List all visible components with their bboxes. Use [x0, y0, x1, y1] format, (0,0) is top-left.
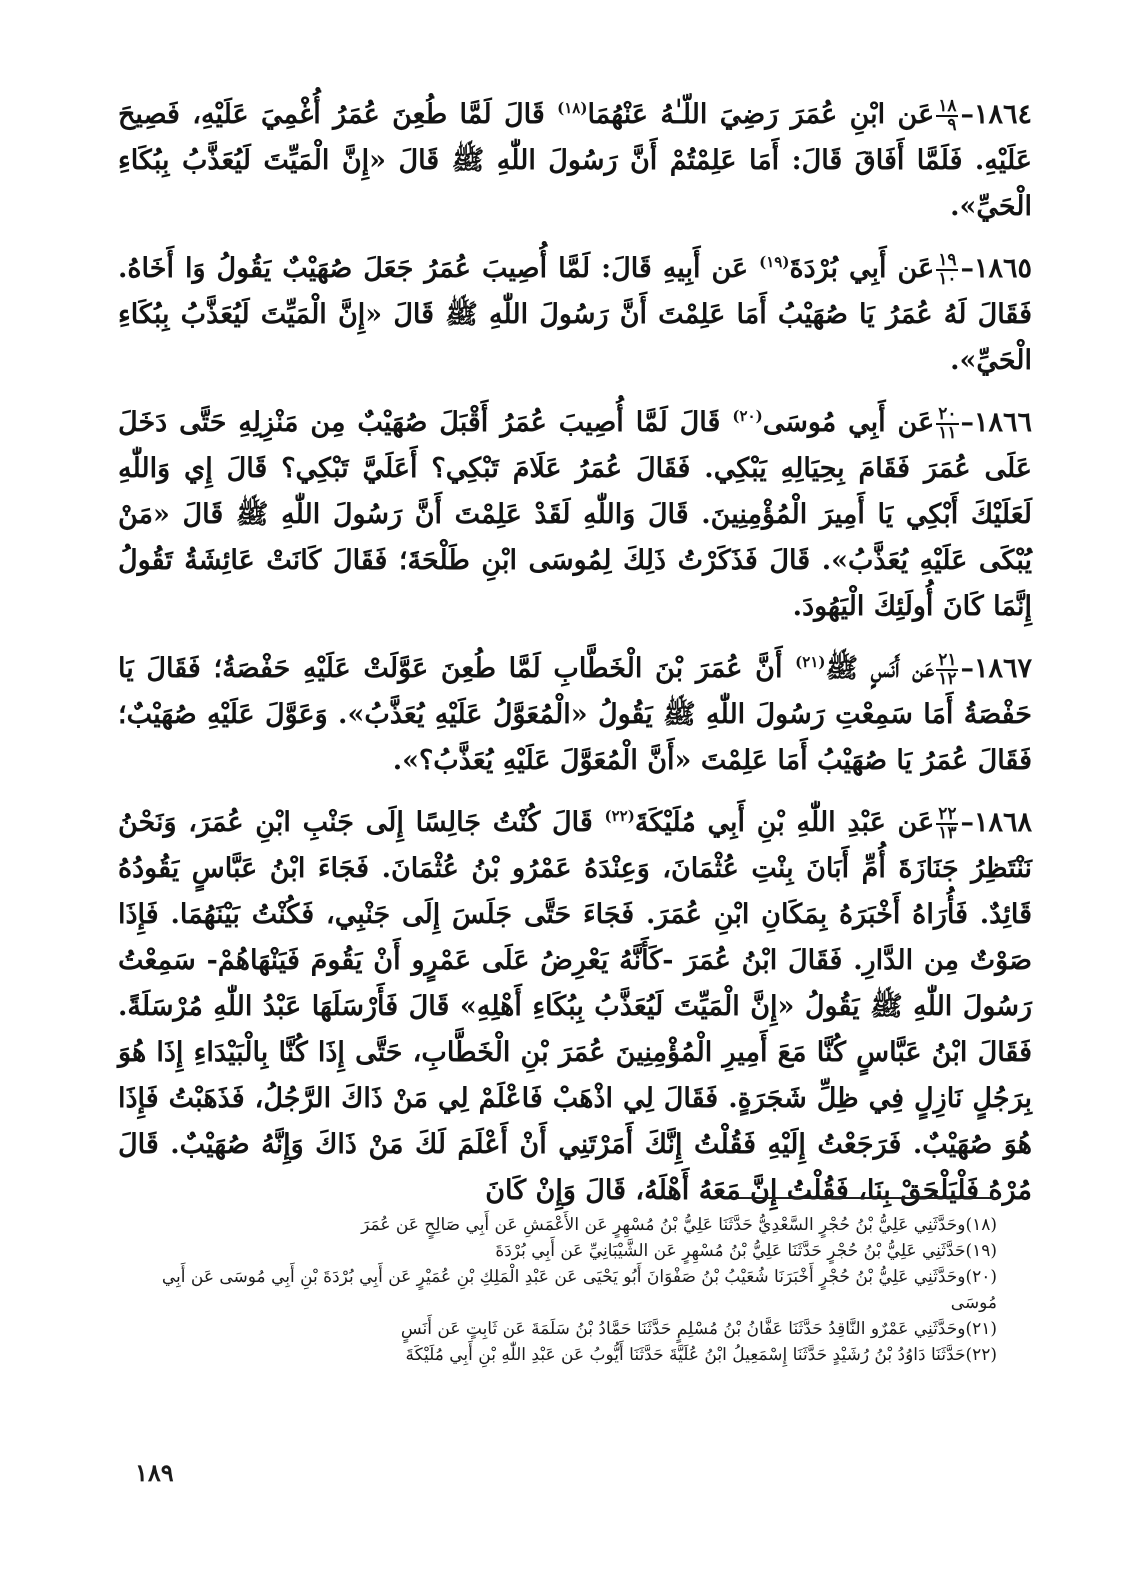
hadith-number: ١٨٦٥–: [960, 253, 1032, 284]
hadith-1868: [118, 800, 1032, 1214]
hadith-1864: [118, 92, 1032, 230]
footnote-19: (١٩)حَدَّثَنِي عَلِيُّ بْنُ حُجْرٍ حَدَّثَنَا عَلِيُّ بْنُ مُسْهِرٍ عَن الشَّيْبَانِيِّ عَن أَبِي بُرْدَةَ: [495, 1241, 997, 1261]
hadith-fraction: $\frac{٢١}{١٢}$: [938, 649, 957, 689]
hadith-1866: [118, 400, 1032, 630]
hadith-body: [118, 92, 1032, 1230]
footnote-ref[interactable]: (١٩): [759, 253, 790, 271]
hadith-number: ١٨٦٦–: [960, 407, 1033, 438]
hadith-text-lead: عَن أَبِي بُرْدَةَ: [789, 253, 935, 284]
page-number: ١٨٩: [135, 1458, 174, 1487]
footnote-divider: [737, 1197, 997, 1199]
hadith-text-lead: عَن أَنَسٍ ﷺ: [825, 653, 935, 684]
hadith-text: قَالَ كُنْتُ جَالِسًا إِلَى جَنْبِ ابْنِ عُمَرَ، وَنَحْنُ نَنْتَظِرُ جَنَازَةَ أُمِّ أَبَانَ بِنْتِ عُثْمَانَ، وَعِنْدَهُ عَمْرُو بْنُ عُثْمَانَ. فَجَاءَ ابْنُ عَبَّاسٍ يَقُودُهُ قَائِدٌ. فَأُرَاهُ أَخْبَرَهُ بِمَكَانِ ابْنِ عُمَرَ. فَجَاءَ حَتَّى جَلَسَ إِلَى جَنْبِي، فَكُنْتُ بَيْنَهُمَا. فَإِذَا صَوْتٌ مِن الدَّارِ. فَقَالَ ابْنُ عُمَرَ -كَأَنَّهُ يَعْرِضُ عَلَى عَمْرٍو أَنْ يَقُومَ فَيَنْهَاهُمْ- سَمِعْتُ رَسُولَ اللّٰهِ ﷺ يَقُولُ «إِنَّ الْمَيِّتَ لَيُعَذَّبُ بِبُكَاءِ أَهْلِهِ» قَالَ فَأَرْسَلَهَا عَبْدُ اللّٰهِ مُرْسَلَةً. فَقَالَ ابْنُ عَبَّاسٍ كُنَّا مَعَ أَمِيرِ الْمُؤْمِنِينَ عُمَرَ بْنِ الْخَطَّابِ، حَتَّى إِذَا كُنَّا بِالْبَيْدَاءِ إِذَا هُوَ بِرَجُلٍ نَازِلٍ فِي ظِلِّ شَجَرَةٍ. فَقَالَ لِي اذْهَبْ فَاعْلَمْ لِي مَنْ ذَاكَ الرَّجُلُ، فَذَهَبْتُ فَإِذَا هُوَ صُهَيْبٌ. فَرَجَعْتُ إِلَيْهِ فَقُلْتُ إِنَّكَ أَمَرْتَنِي أَنْ أَعْلَمَ لَكَ مَنْ ذَاكَ وَإِنَّهُ صُهَيْبٌ. قَالَ مُرْهُ فَلْيَلْحَقْ بِنَا، فَقُلْتُ إِنَّ مَعَهُ أَهْلَهُ، قَالَ وَإِنْ كَانَ: [118, 807, 1032, 1206]
footnote-22: (٢٢)حَدَّثَنَا دَاوُدُ بْنُ رُشَيْدٍ حَدَّثَنَا إِسْمَعِيلُ ابْنُ عُلَيَّةَ حَدَّثَنَا أَيُّوبُ عَن عَبْدِ اللّٰهِ بْنِ أَبِي مُلَيْكَةَ: [405, 1345, 997, 1365]
hadith-text-lead: عَن أَبِي مُوسَى: [762, 407, 935, 438]
hadith-text: قَالَ لَمَّا أُصِيبَ عُمَرُ أَقْبَلَ صُهَيْبٌ مِن مَنْزِلِهِ حَتَّى دَخَلَ عَلَى عُمَرَ فَقَامَ بِحِيَالِهِ يَبْكِي. فَقَالَ عُمَرُ عَلَامَ تَبْكِي؟ أَعَلَيَّ تَبْكِي؟ قَالَ إِي وَاللّٰهِ لَعَلَيْكَ أَبْكِي يَا أَمِيرَ الْمُؤْمِنِينَ. قَالَ وَاللّٰهِ لَقَدْ عَلِمْتَ أَنَّ رَسُولَ اللّٰهِ ﷺ قَالَ «مَنْ يُبْكَى عَلَيْهِ يُعَذَّبُ». قَالَ فَذَكَرْتُ ذَلِكَ لِمُوسَى ابْنِ طَلْحَةَ؛ فَقَالَ كَانَتْ عَائِشَةُ تَقُولُ إِنَّمَا كَانَ أُولَئِكَ الْيَهُودَ.: [118, 407, 1032, 622]
footnote-ref[interactable]: (٢٠): [732, 407, 763, 425]
footnotes: [150, 1212, 997, 1368]
hadith-text: أَنَّ عُمَرَ بْنَ الْخَطَّابِ لَمَّا طُعِنَ عَوَّلَتْ عَلَيْهِ حَفْصَةُ؛ فَقَالَ يَا حَفْصَةُ أَمَا سَمِعْتِ رَسُولَ اللّٰهِ ﷺ يَقُولُ «الْمُعَوَّلُ عَلَيْهِ يُعَذَّبُ». وَعَوَّلَ عَلَيْهِ صُهَيْبٌ؛ فَقَالَ عُمَرُ يَا صُهَيْبُ أَمَا عَلِمْتَ «أَنَّ الْمُعَوَّلَ عَلَيْهِ يُعَذَّبُ؟».: [118, 653, 1032, 776]
hadith-text: قَالَ لَمَّا طُعِنَ عُمَرُ أُغْمِيَ عَلَيْهِ، فَصِيحَ عَلَيْهِ. فَلَمَّا أَفَاقَ قَالَ: أَمَا عَلِمْتُمْ أَنَّ رَسُولَ اللّٰهِ ﷺ قَالَ «إِنَّ الْمَيِّتَ لَيُعَذَّبُ بِبُكَاءِ الْحَيِّ».: [118, 99, 1032, 222]
hadith-text-lead: عَن ابْنِ عُمَرَ رَضِيَ اللّـٰهُ عَنْهُمَا: [587, 99, 935, 130]
hadith-fraction: $\frac{١٨}{٩}$: [938, 95, 957, 135]
hadith-text: عَن أَبِيهِ قَالَ: لَمَّا أُصِيبَ عُمَرُ جَعَلَ صُهَيْبٌ يَقُولُ وَا أَخَاهُ. فَقَالَ لَهُ عُمَرُ يَا صُهَيْبُ أَمَا عَلِمْتَ أَنَّ رَسُولَ اللّٰهِ ﷺ قَالَ «إِنَّ الْمَيِّتَ لَيُعَذَّبُ بِبُكَاءِ الْحَيِّ».: [118, 253, 1032, 376]
hadith-fraction: $\frac{١٩}{١٠}$: [938, 249, 957, 289]
hadith-number: ١٨٦٨–: [960, 807, 1032, 838]
footnote-ref[interactable]: (١٨): [557, 99, 588, 117]
footnote-18: (١٨)وحَدَّثَنِي عَلِيُّ بْنُ حُجْرٍ السَّعْدِيُّ حَدَّثَنَا عَلِيُّ بْنُ مُسْهِرٍ عَن الأَعْمَشِ عَن أَبِي صَالِحٍ عَن عُمَرَ: [361, 1215, 997, 1235]
hadith-fraction: $\frac{٢٢}{١٣}$: [938, 803, 957, 843]
hadith-fraction: $\frac{٢٠}{١١}$: [938, 403, 957, 443]
hadith-1867: [118, 646, 1032, 784]
hadith-number: ١٨٦٧–: [960, 653, 1032, 684]
hadith-text-lead: عَن عَبْدِ اللّٰهِ بْنِ أَبِي مُلَيْكَةَ: [634, 807, 935, 838]
hadith-1865: [118, 246, 1032, 384]
footnote-20: (٢٠)وحَدَّثَنِي عَلِيُّ بْنُ حُجْرٍ أَخْبَرَنَا شُعَيْبُ بْنُ صَفْوَانَ أَبُو يَحْيَى عَن عَبْدِ الْمَلِكِ بْنِ عُمَيْرٍ عَن أَبِي بُرْدَةَ بْنِ أَبِي مُوسَى عَن أَبِي مُوسَى: [161, 1267, 997, 1313]
footnote-ref[interactable]: (٢٢): [604, 807, 635, 825]
footnote-ref[interactable]: (٢١): [795, 653, 826, 671]
hadith-number: ١٨٦٤–: [960, 99, 1032, 130]
footnote-21: (٢١)وحَدَّثَنِي عَمْرٌو النَّاقِدُ حَدَّثَنَا عَفَّانُ بْنُ مُسْلِمٍ حَدَّثَنَا حَمَّادُ بْنُ سَلَمَةَ عَن ثَابِتٍ عَن أَنَسٍ: [400, 1319, 997, 1339]
